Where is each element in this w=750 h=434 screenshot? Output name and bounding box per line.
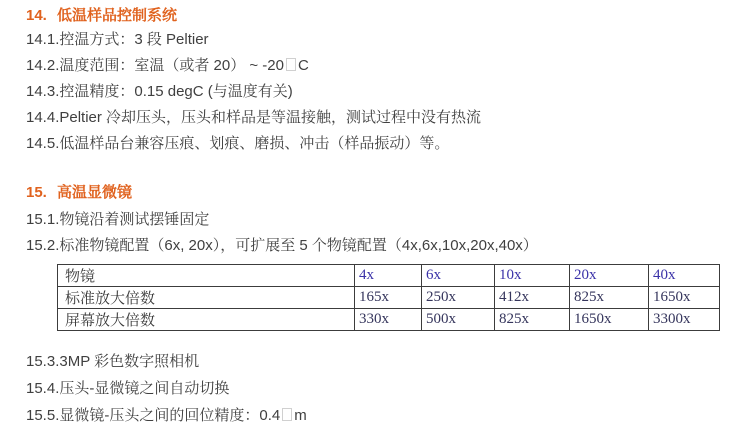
missing-glyph-box (286, 58, 296, 71)
spec-line-14-4: 14.4.Peltier 冷却压头，压头和样品是等温接触，测试过程中没有热流 (26, 109, 482, 126)
table-cell-value: 250x (422, 287, 495, 309)
missing-glyph-box (282, 408, 292, 421)
spec-line-15-2: 15.2.标准物镜配置（6x, 20x），可扩展至 5 个物镜配置（4x,6x,10x,20x,40x） (26, 237, 538, 254)
table-cell-objective-20x: 20x (570, 265, 649, 287)
table-cell-objective-10x: 10x (495, 265, 570, 287)
spec-line-15-5: 15.5.显微镜-压头之间的回位精度：0.4 m (26, 407, 307, 424)
section-15-number: 15. (26, 184, 47, 201)
table-cell-objective-40x: 40x (649, 265, 720, 287)
spec-line-15-1: 15.1.物镜沿着测试摆锤固定 (26, 211, 210, 228)
table-cell-value: 500x (422, 309, 495, 331)
spec-line-14-5: 14.5.低温样品台兼容压痕、划痕、磨损、冲击（样品振动）等。 (26, 135, 450, 152)
table-cell-objective-6x: 6x (422, 265, 495, 287)
spec-line-15-3: 15.3.3MP 彩色数字照相机 (26, 353, 200, 370)
table-row-standard-magnification (58, 287, 720, 309)
section-14-title: 低温样品控制系统 (57, 7, 178, 24)
spec-line-14-1: 14.1.控温方式：3 段 Peltier (26, 31, 209, 48)
table-cell-value: 412x (495, 287, 570, 309)
table-cell-objective-4x: 4x (355, 265, 422, 287)
section-14-heading (26, 7, 177, 24)
table-cell-objective-label: 物镜 (58, 265, 355, 287)
section-15-heading (26, 184, 132, 201)
table-cell-value: 825x (495, 309, 570, 331)
table-cell-value: 330x (355, 309, 422, 331)
spec-line-14-3: 14.3.控温精度：0.15 degC (与温度有关) (26, 83, 293, 100)
objective-magnification-table (57, 264, 720, 331)
spec-line-15-4: 15.4.压头-显微镜之间自动切换 (26, 380, 230, 397)
table-cell-value: 1650x (570, 309, 649, 331)
section-15-title: 高温显微镜 (57, 184, 133, 201)
table-cell-row-label: 屏幕放大倍数 (58, 309, 355, 331)
spec-line-14-2: 14.2.温度范围：室温（或者 20） ~ -20 C (26, 57, 309, 74)
table-cell-value: 1650x (649, 287, 720, 309)
table-cell-value: 825x (570, 287, 649, 309)
table-cell-row-label: 标准放大倍数 (58, 287, 355, 309)
table-row-screen-magnification (58, 309, 720, 331)
table-header-row (58, 265, 720, 287)
section-14-number: 14. (26, 7, 47, 24)
table-cell-value: 165x (355, 287, 422, 309)
table-cell-value: 3300x (649, 309, 720, 331)
